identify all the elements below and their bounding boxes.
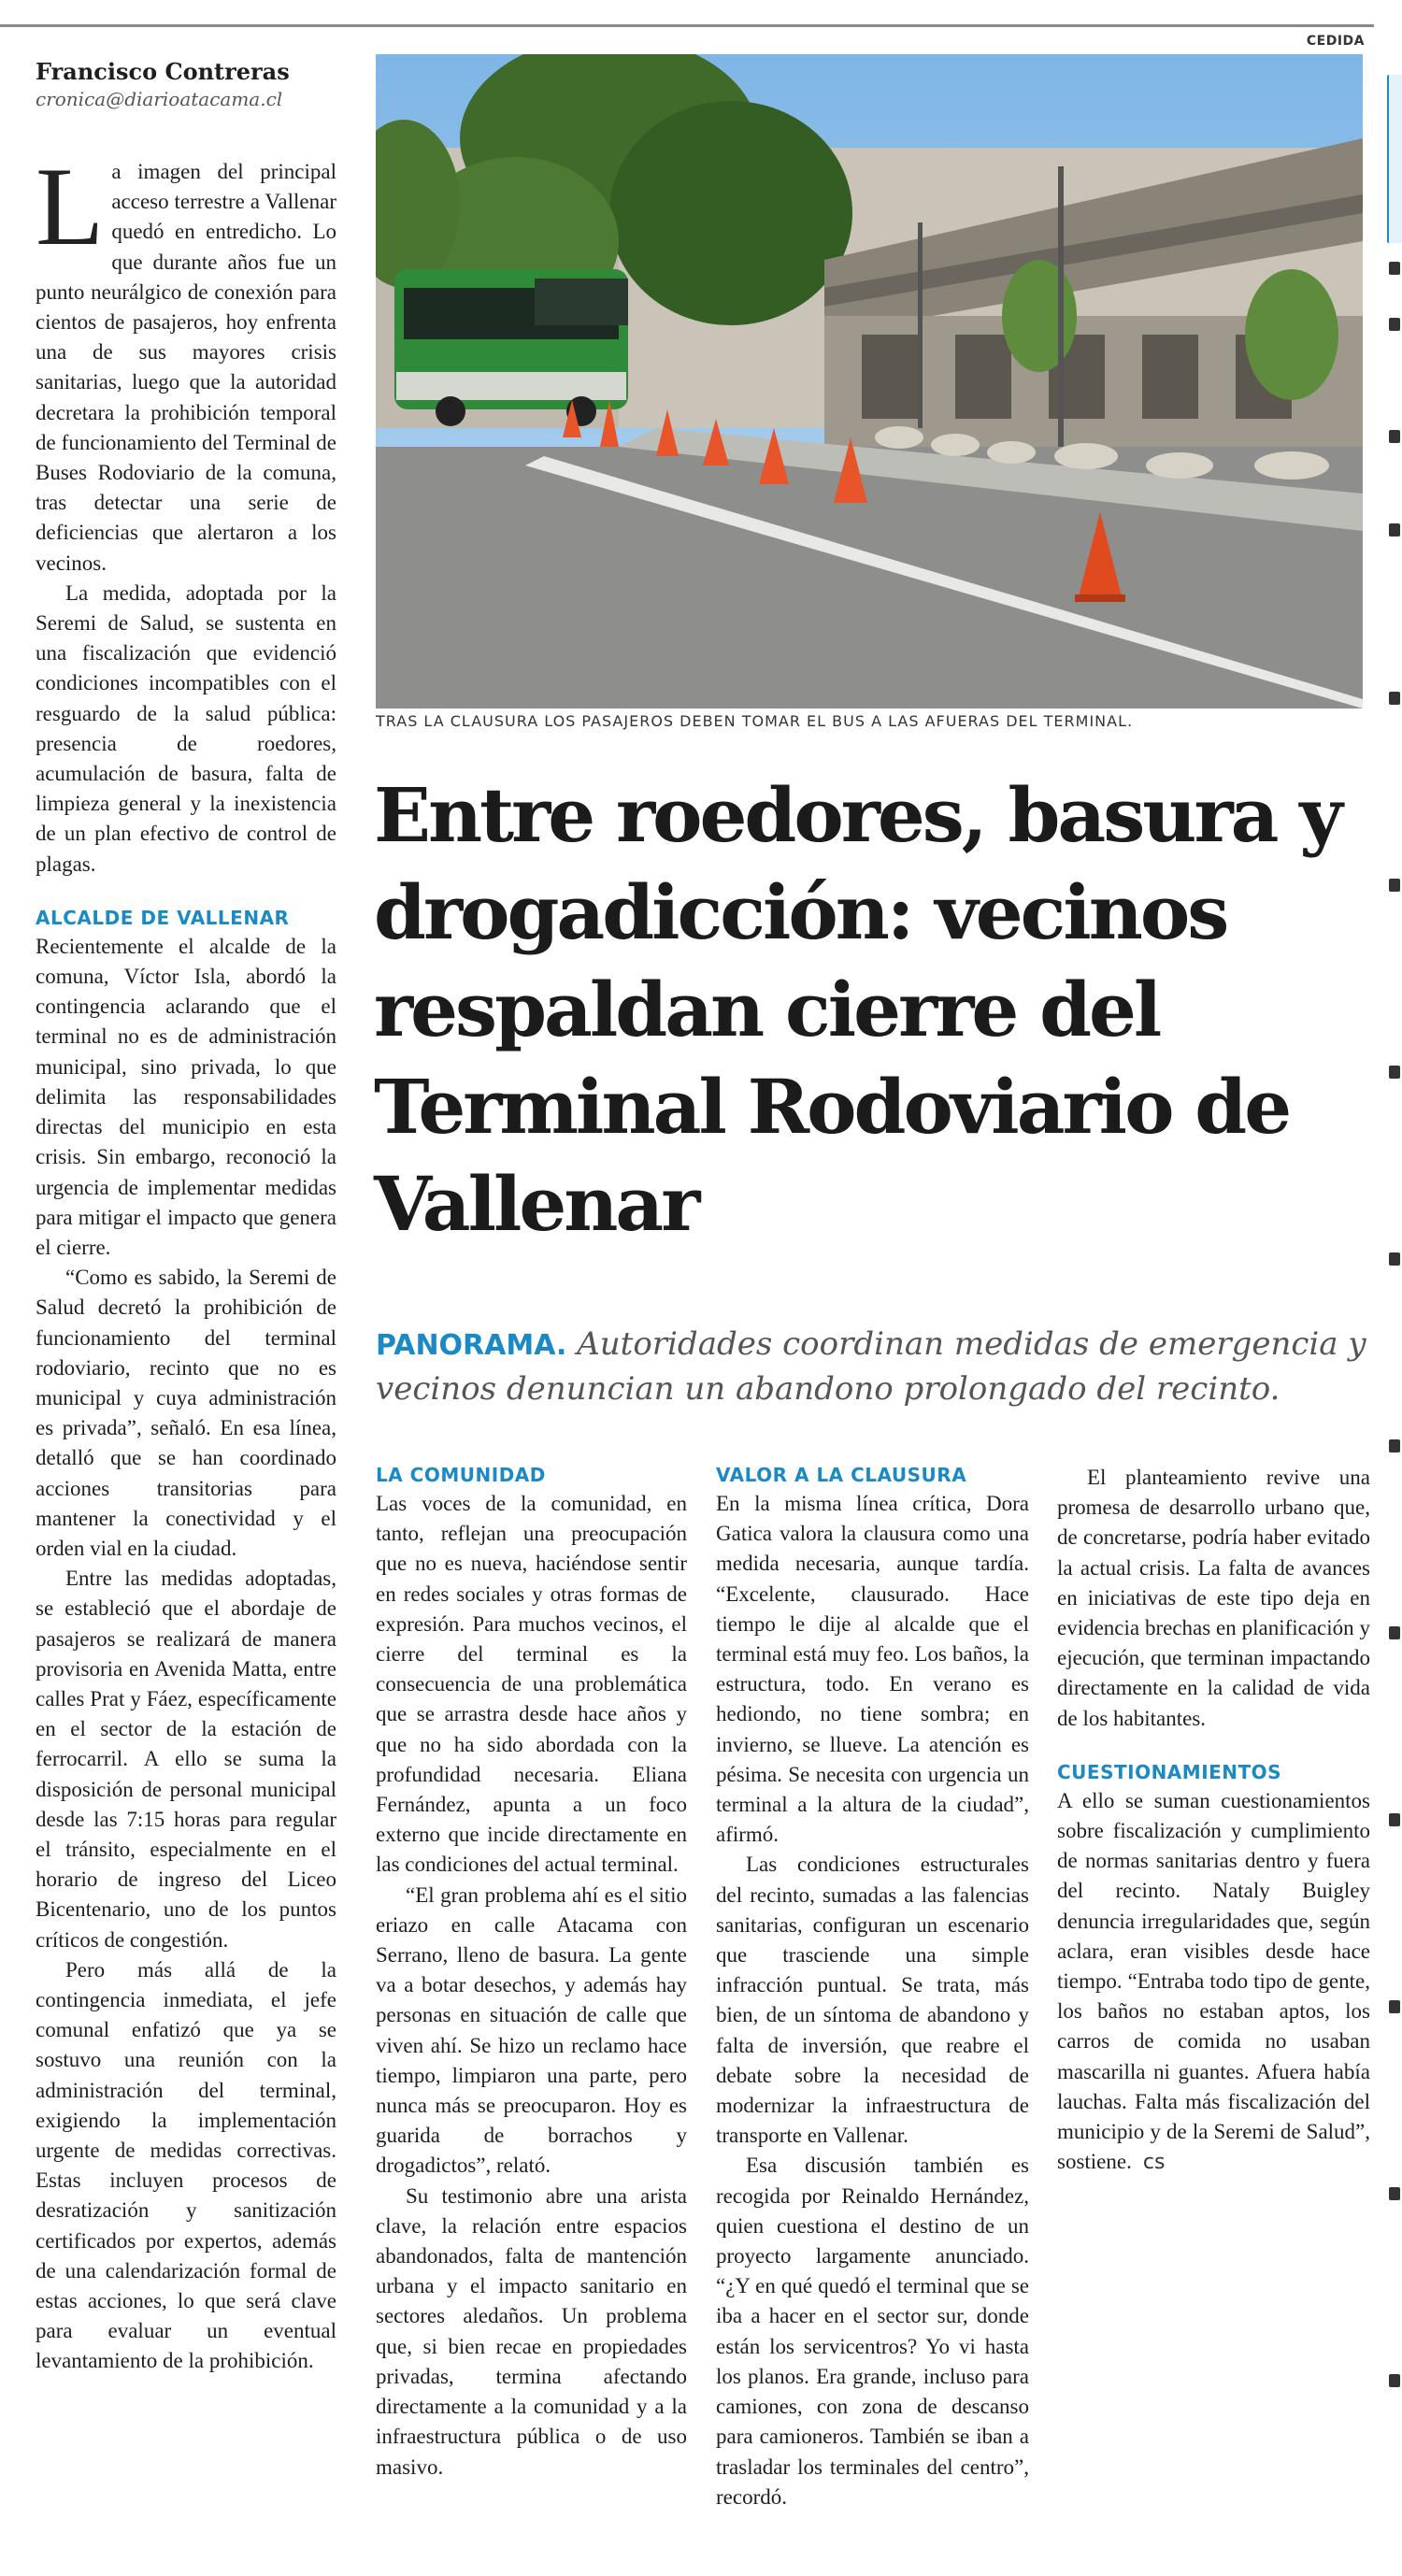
deck-tag: PANORAMA. [376,1329,567,1362]
terminal-photo [376,54,1363,708]
article-column-1 [36,144,336,2377]
paragraph: Su testimonio abre una arista clave, la relación entre espacios abandonados, falta de mantención urbana y el impacto sanitario en sectores aledaños. Un problema que, si bien recae en propiedades privadas, termina afectando directamente a la comunidad y a la infraestructura pública o de uso masivo. [376,2183,687,2479]
paragraph: Recientemente el alcalde de la comuna, Víctor Isla, abordó la contingencia aclarando que el terminal no es de administración municipal, sino privada, lo que delimita las responsabilidades directas del municipio en esta crisis. Sin embargo, reconoció la urgencia de implementar medidas para mitigar el impacto que genera el cierre. [36,934,336,1259]
deck [376,1323,1385,1410]
paragraph: “El gran problema ahí es el sitio eriazo en calle Atacama con Serrano, lleno de basura. La gente va a botar desechos, y además hay personas en situación de calle que viven ahí. Se hizo un reclamo hace tiempo, limpiaron una parte, pero nunca más se preocuparon. Hoy es guarida de borrachos y drogadictos”, relató. [376,1882,687,2178]
byline [36,58,344,112]
adjacent-text-fragment [1389,692,1400,705]
article-column-2 [376,1463,687,2483]
adjacent-text-fragment [1389,1252,1400,1266]
paragraph: El planteamiento revive una promesa de desarrollo urbano que, de concretarse, podría haber evitado la actual crisis. La falta de avances en iniciativas de este tipo deja en evidencia brechas en planificación y ejecución, que terminan impactando directamente en la calidad de vida de los habitantes. [1057,1466,1370,1730]
adjacent-text-fragment [1389,1066,1400,1079]
author-name: Francisco Contreras [36,58,290,85]
lead-paragraph: La imagen del principal acceso terrestre a Vallenar quedó en entredicho. Lo que durante años fue un punto neurálgico de conexión para cientos de pasajeros, hoy enfrenta una de sus mayores crisis sanitarias, luego que la autoridad decretara la prohibición temporal de funcionamiento del Terminal de Buses Rodoviario de la comuna, tras detectar una serie de deficiencias que alertaron a los vecinos. [36,144,336,575]
subheading: CUESTIONAMIENTOS [1057,1760,1282,1783]
top-rule [0,24,1374,27]
adjacent-text-fragment [1389,1626,1400,1639]
subheading: VALOR A LA CLAUSURA [716,1464,967,1486]
paragraph: Las voces de la comunidad, en tanto, reflejan una preocupación que no es nueva, haciéndose sentir en redes sociales y otras formas de expresión. Para muchos vecinos, el cierre del terminal es la consecuencia de una problemática que se arrastra desde hace años y que no ha sido abordada con la profundidad necesaria. Eliana Fernández, apunta a un foco externo que incide directamente en las condiciones del actual terminal. [376,1492,687,1877]
adjacent-text-fragment [1389,1439,1400,1453]
adjacent-text-fragment [1389,318,1400,331]
adjacent-page-edge [1387,37,1402,2576]
adjacent-page-box [1387,75,1402,243]
adjacent-text-fragment [1389,2000,1400,2013]
article-column-4 [1057,1463,1370,2178]
subheading: ALCALDE DE VALLENAR [36,906,290,929]
adjacent-text-fragment [1389,262,1400,275]
paragraph: “Como es sabido, la Seremi de Salud decretó la prohibición de funcionamiento del terminal rodoviario, recinto que no es municipal y cuya administración es privada”, señaló. En esa línea, detalló que se han coordinado acciones transitorias para mantener la conectividad y el orden vial en la ciudad. [36,1266,336,1560]
bus-terminal-illustration [376,54,1363,708]
adjacent-text-fragment [1389,430,1400,443]
adjacent-text-fragment [1389,2187,1400,2200]
end-mark-icon: cs [1142,2151,1166,2175]
paragraph-final: A ello se suman cuestionamientos sobre fiscalización y cumplimiento de normas sanitarias dentro y fuera del recinto. Nataly Buigley denuncia irregularidades que, según aclara, eran visibles desde hace tiempo. “Entraba todo tipo de gente, los baños no estaban aptos, los carros de comida no usaban mascarilla ni guantes. Afuera había lauchas. Falta más fiscalización del municipio y de la Seremi de Salud”, sostiene. cs [1057,1786,1370,2179]
photo-credit: CEDIDA [1306,34,1365,49]
adjacent-text-fragment [1389,879,1400,892]
paragraph: Entre las medidas adoptadas, se estableció que el abordaje de pasajeros se realizará de manera provisoria en Avenida Matta, entre calles Prat y Fáez, específicamente en el sector de la estación de ferrocarril. A ello se suma la disposición de personal municipal desde las 7:15 horas para regular el tránsito, especialmente en el horario de ingreso del Liceo Bicentenario, uno de los puntos críticos de congestión. [36,1567,336,1952]
paragraph: Esa discusión también es recogida por Reinaldo Hernández, quien cuestiona el destino de un proyecto largamente anunciado. “¿Y en qué quedó el terminal que se iba a hacer en el sector sur, donde están los servicentros? Yo vi hasta los planos. Era grande, incluso para camiones, con zona de descanso para camioneros. También se iban a trasladar los terminales del centro”, recordó. [716,2154,1029,2509]
adjacent-text-fragment [1389,1813,1400,1826]
paragraph: En la misma línea crítica, Dora Gatica valora la clausura como una medida necesaria, aunque tardía. “Excelente, clausurado. Hace tiempo le dije al alcalde que el terminal está muy feo. Los baños, la estructura, todo. En verano es hediondo, no tiene sombra; en invierno, se llueve. La atención es pésima. Se necesita con urgencia un terminal a la altura de la ciudad”, afirmó. [716,1492,1029,1847]
paragraph: Las condiciones estructurales del recinto, sumadas a las falencias sanitarias, configuran un escenario que trasciende una simple infracción puntual. Se trata, más bien, de un síntoma de abandono y falta de inversión, que reabre el debate sobre la necesidad de modernizar la infraestructura de transporte en Vallenar. [716,1853,1029,2148]
headline: Entre roedores, basura y drogadicción: vecinos respaldan cierre del Terminal Rodoviario de Vallenar [374,771,1340,1248]
article-column-3 [716,1463,1029,2512]
paragraph: Pero más allá de la contingencia inmediata, el jefe comunal enfatizó que ya se sostuvo una reunión con la administración del terminal, exigiendo la implementación urgente de medidas correctivas. Estas incluyen procesos de desratización y sanitización certificados por expertos, además de una calendarización formal de estas acciones, lo que será clave para evaluar un eventual levantamiento de la prohibición. [36,1957,336,2373]
drop-cap: L [36,144,105,268]
paragraph: La medida, adoptada por la Seremi de Salud, se sustenta en una fiscalización que evidenció condiciones incompatibles con el resguardo de la salud pública: presencia de roedores, acumulación de basura, falta de limpieza general y la inexistencia de un plan efectivo de control de plagas. [36,580,336,876]
adjacent-text-fragment [1389,523,1400,537]
deck-text: Autoridades coordinan medidas de emergencia y vecinos denuncian un abandono prolongado del recinto. [376,1325,1366,1408]
subheading: LA COMUNIDAD [376,1464,546,1486]
author-email: cronica@diarioatacama.cl [36,88,283,110]
adjacent-text-fragment [1389,2374,1400,2387]
photo-caption: TRAS LA CLAUSURA LOS PASAJEROS DEBEN TOMAR EL BUS A LAS AFUERAS DEL TERMINAL. [376,712,1134,730]
